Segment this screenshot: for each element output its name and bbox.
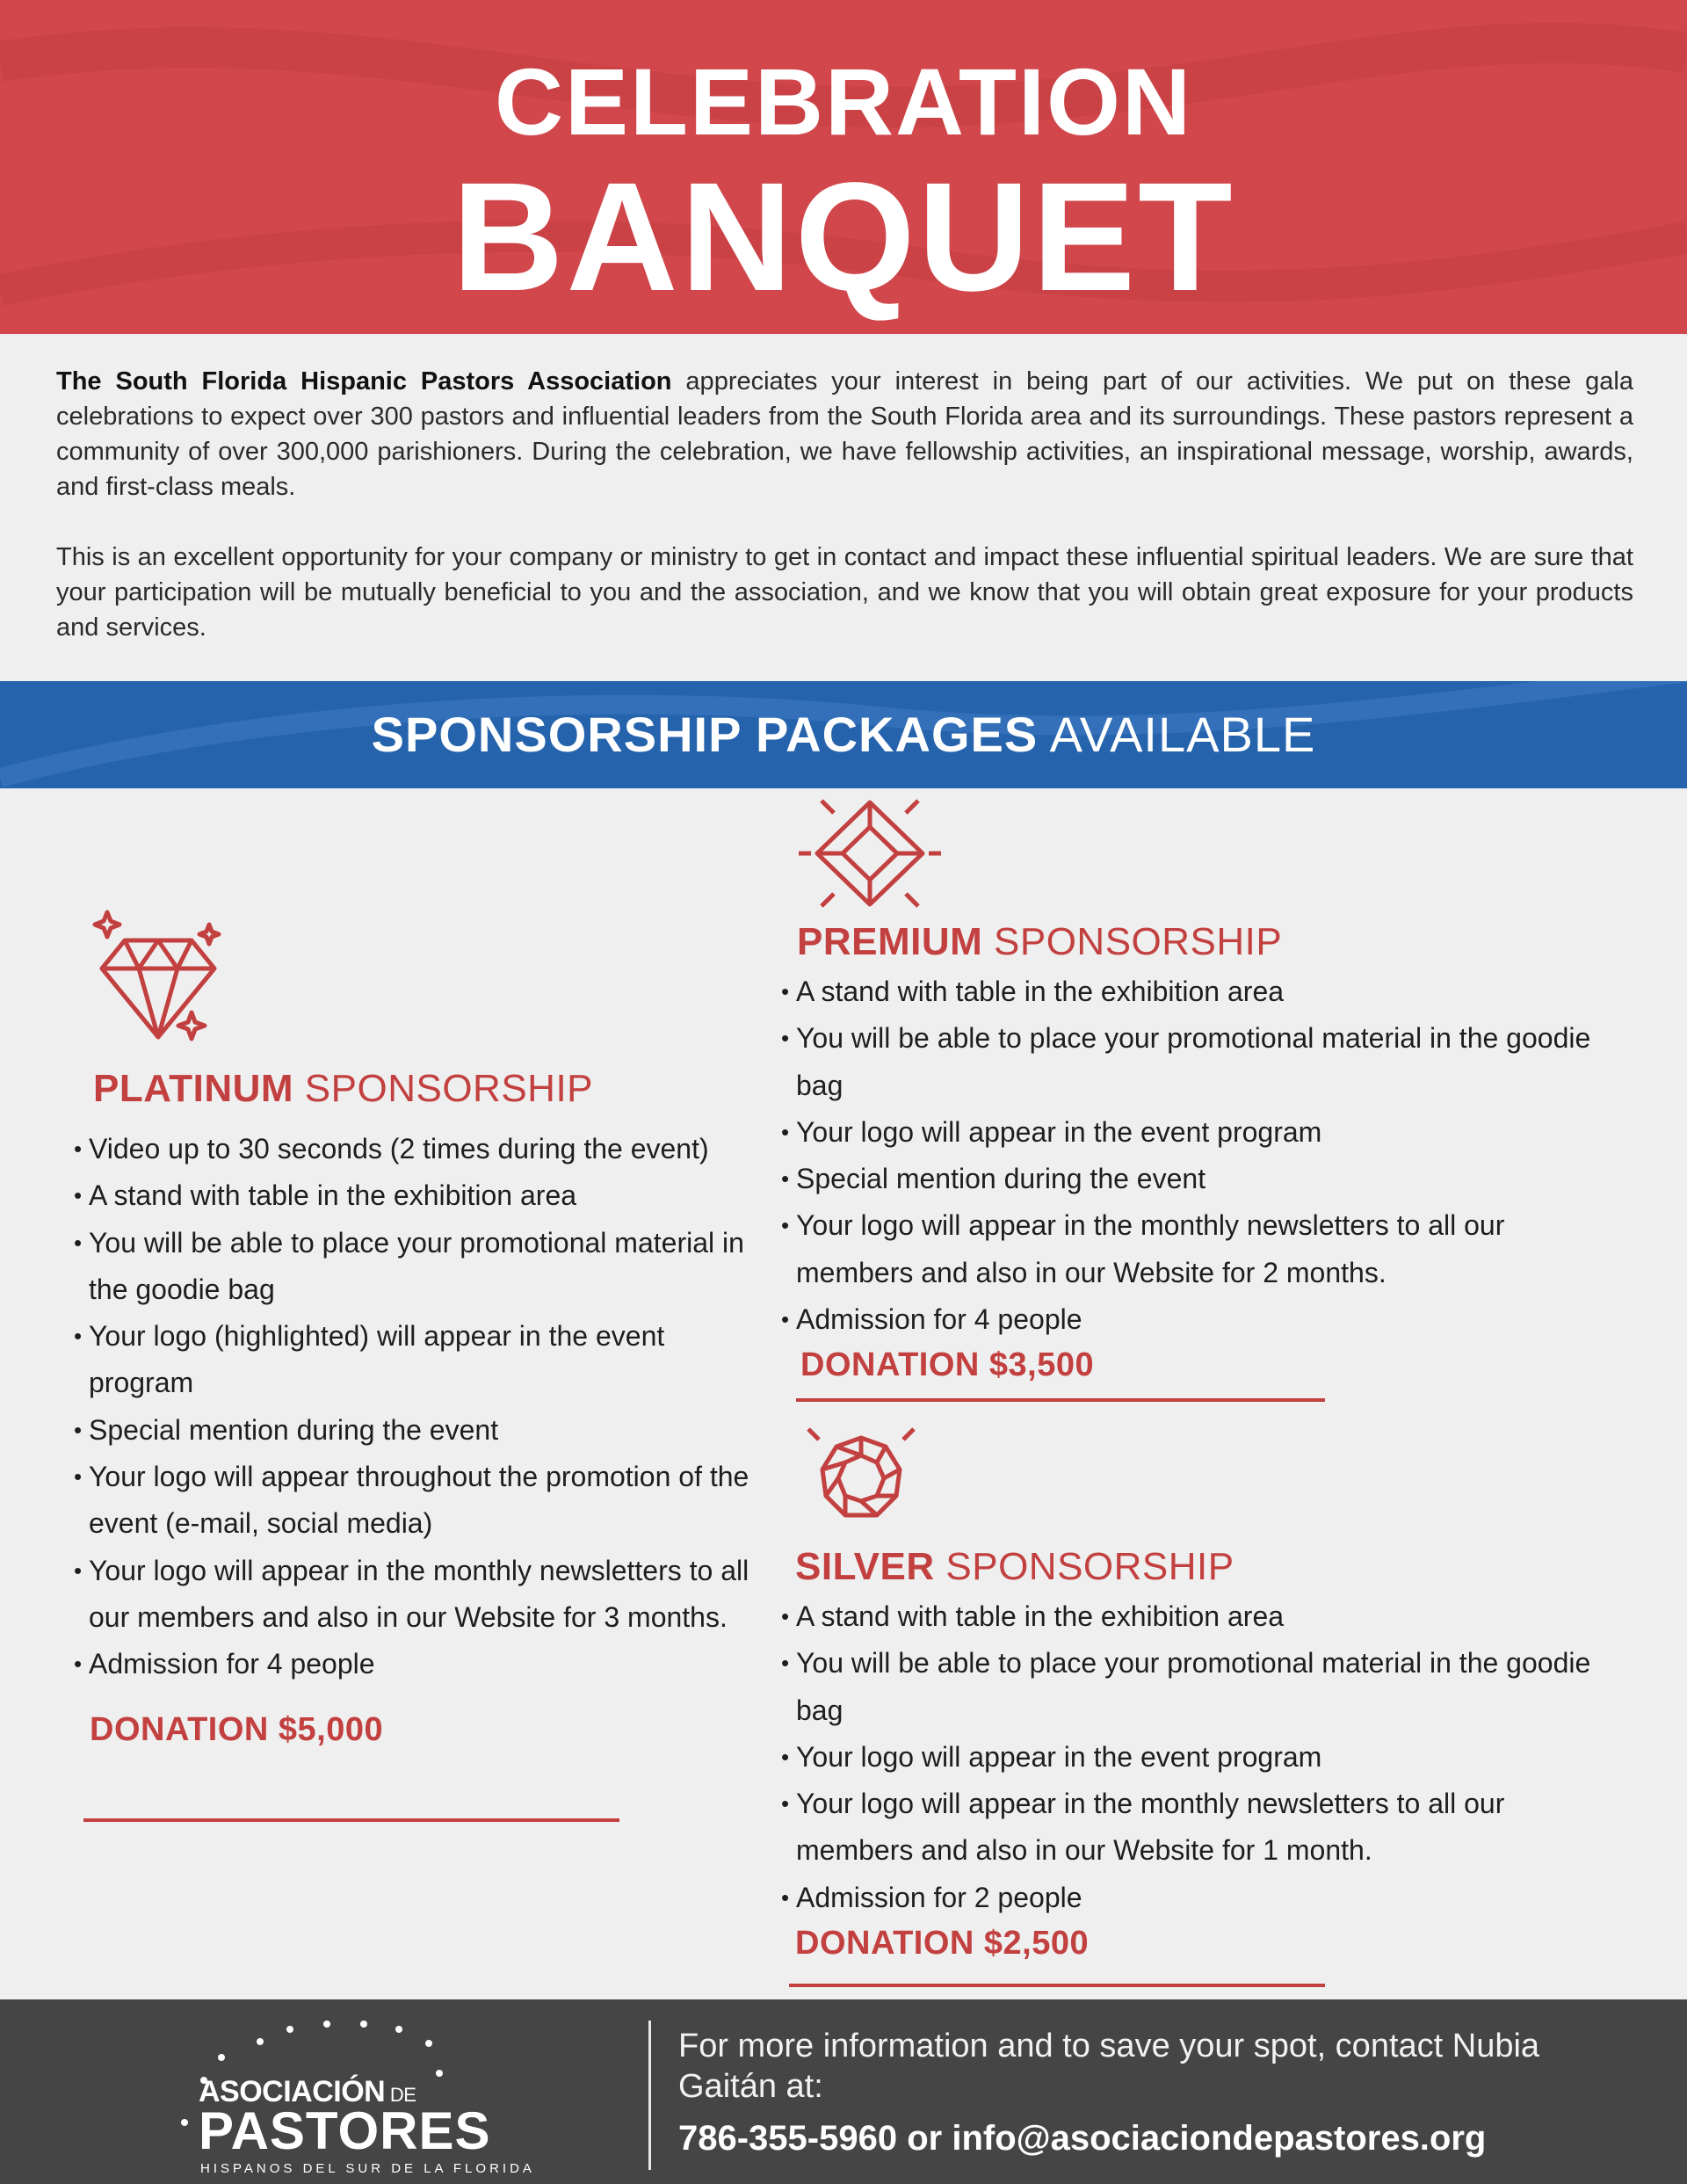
title-banquet: BANQUET [452, 151, 1235, 323]
premium-title [797, 919, 1625, 965]
silver-title-bold: SILVER [795, 1545, 935, 1588]
list-item: • Your logo will appear in the monthly newsletters to all our members and also in our Website for 3 months. [74, 1548, 777, 1642]
silver-package [781, 1544, 1625, 1963]
premium-benefits-list [781, 969, 1625, 1343]
intro-paragraph-1-text: appreciates your interest in being part of our activities. We put on these gala celebrations to expect over 300 pastors and influential leaders from the South Florida area and its surroundings. These pastors represent a community of over 300,000 parishioners. During the celebration, we have fellowship activities, an inspirational message, worship, awards, and first-class meals. [56, 367, 1633, 501]
silver-donation: DONATION $2,500 [795, 1925, 1090, 1963]
platinum-benefits-list [74, 1126, 777, 1688]
logo-de: DE [385, 2084, 416, 2106]
logo-asociacion: ASOCIACIÓN [199, 2075, 386, 2108]
association-logo [172, 2017, 541, 2175]
sponsorship-heading-light: AVAILABLE [1038, 707, 1316, 762]
footer-divider [648, 2021, 651, 2170]
list-item: • You will be able to place your promotional material in the goodie bag [74, 1220, 777, 1314]
silver-divider [789, 1984, 1325, 1987]
list-item: • A stand with table in the exhibition area [74, 1172, 777, 1219]
platinum-package [74, 1066, 777, 1749]
gem-round-icon [800, 1424, 923, 1538]
premium-title-light: SPONSORSHIP [982, 920, 1283, 963]
list-item: • You will be able to place your promotional material in the goodie bag [781, 1640, 1625, 1734]
intro-paragraph-2: This is an excellent opportunity for your company or ministry to get in contact and impact these influential spiritual leaders. We are sure that your participation will be mutually beneficial to you and the association, and we know that you will obtain great exposure for your products and services. [56, 543, 1633, 642]
logo-text-pastores: PASTORES [199, 2101, 491, 2160]
silver-title [795, 1544, 1625, 1590]
logo-tagline: HISPANOS DEL SUR DE LA FLORIDA [200, 2161, 535, 2176]
premium-donation: DONATION $3,500 [800, 1346, 1095, 1384]
sponsorship-band [0, 681, 1687, 788]
intro-paragraph-1 [56, 364, 1633, 504]
list-item: • Your logo will appear throughout the promotion of the event (e-mail, social media) [74, 1454, 777, 1548]
header-banner [0, 0, 1687, 334]
footer [0, 1999, 1687, 2184]
platinum-title [93, 1066, 777, 1112]
list-item: • A stand with table in the exhibition area [781, 1593, 1625, 1640]
list-item: • Admission for 2 people [781, 1875, 1625, 1921]
list-item: • Your logo will appear in the monthly newsletters to all our members and also in our Website for 2 months. [781, 1202, 1625, 1296]
contact-phone-email[interactable]: 786-355-5960 or info@asociaciondepastores.org [678, 2119, 1487, 2158]
list-item: • Video up to 30 seconds (2 times during the event) [74, 1126, 777, 1172]
premium-package [781, 919, 1625, 1384]
sponsorship-heading [0, 681, 1687, 788]
silver-benefits-list [781, 1593, 1625, 1921]
list-item: • Special mention during the event [781, 1156, 1625, 1202]
title-celebration: CELEBRATION [495, 48, 1192, 155]
platinum-title-light: SPONSORSHIP [293, 1067, 594, 1110]
gem-square-icon [795, 795, 945, 910]
list-item: • Your logo will appear in the event program [781, 1109, 1625, 1156]
premium-title-bold: PREMIUM [797, 920, 983, 963]
list-item: • Admission for 4 people [74, 1641, 777, 1687]
platinum-divider [83, 1818, 619, 1822]
list-item: • Admission for 4 people [781, 1296, 1625, 1343]
list-item: • Special mention during the event [74, 1407, 777, 1454]
silver-title-light: SPONSORSHIP [934, 1545, 1234, 1588]
platinum-title-bold: PLATINUM [93, 1067, 294, 1110]
list-item: • A stand with table in the exhibition area [781, 969, 1625, 1015]
list-item: • You will be able to place your promotional material in the goodie bag [781, 1015, 1625, 1109]
diamond-icon [88, 905, 228, 1050]
intro-text [56, 364, 1633, 645]
sponsorship-heading-bold: SPONSORSHIP PACKAGES [371, 707, 1039, 762]
premium-divider [796, 1398, 1325, 1402]
list-item: • Your logo (highlighted) will appear in the event program [74, 1313, 777, 1407]
contact-info-text: For more information and to save your spot, contact Nubia Gaitán at: [678, 2028, 1540, 2105]
list-item: • Your logo will appear in the monthly newsletters to all our members and also in our Website for 1 month. [781, 1781, 1625, 1875]
org-name: The South Florida Hispanic Pastors Association [56, 367, 672, 395]
platinum-donation: DONATION $5,000 [90, 1710, 384, 1748]
list-item: • Your logo will appear in the event program [781, 1734, 1625, 1781]
